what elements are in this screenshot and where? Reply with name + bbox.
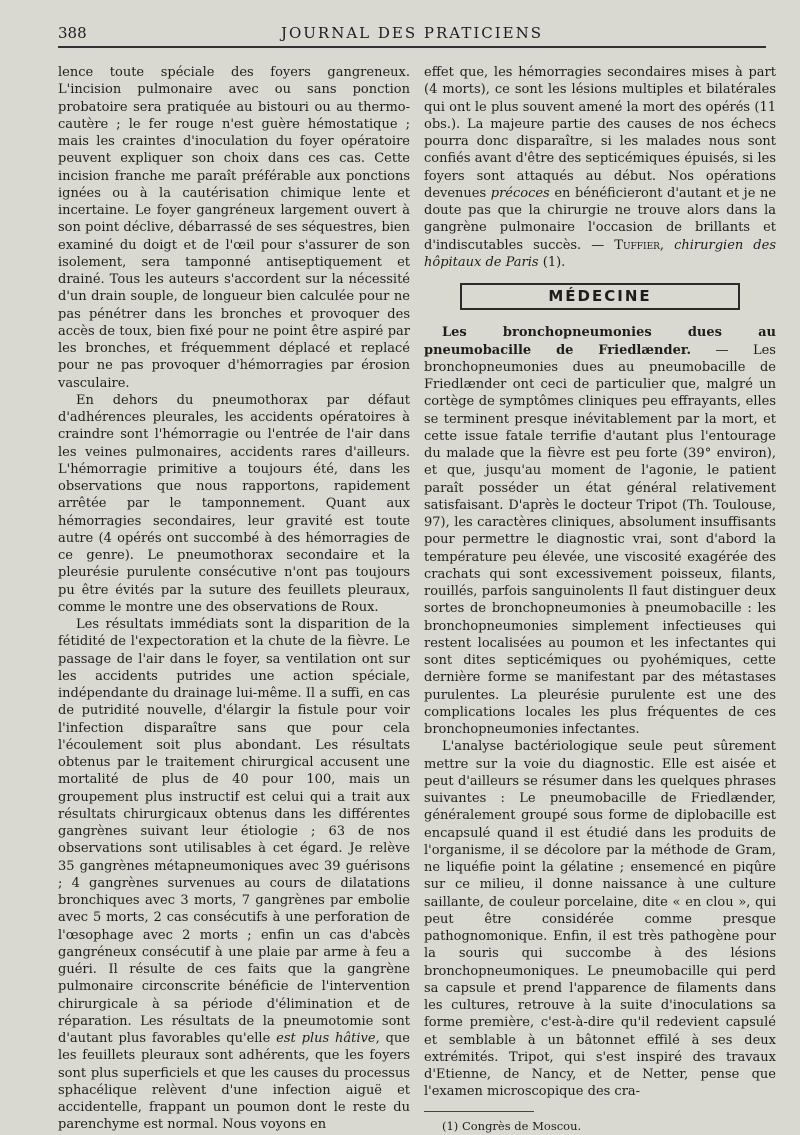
paragraph: En dehors du pneumothorax par défaut d'adhérences pleurales, les accidents opératoires à craindre sont l'hémorragie ou l'entrée de l'air dans les veines pulmonaires, accidents rares d'ailleurs. L'hémorragie primitive a toujours été, dans les observations que nous rapportons, rapidement arrêtée par le tamponnement. Quant aux hémorragies secondaires, leur gravité est toute autre (4 opérés ont succombé à des hémorragies de ce genre). Le pneumothorax secondaire et la pleurésie purulente consécutive n'ont pas toujours pu être évités par la suture des feuillets pleuraux, comme le montre une des observations de Roux.	[58, 392, 410, 615]
footnote-divider	[424, 1111, 534, 1112]
page-number: 388	[58, 24, 87, 42]
paragraph	[424, 64, 776, 271]
author-affiliation: chirurgien des hôpitaux de Paris	[424, 237, 776, 270]
section-heading: MÉDECINE	[460, 283, 740, 310]
paragraph-text: effet que, les hémorragies secondaires mises à part (4 morts), ce sont les lésions multiples et bilatérales qui ont le plus souvent amené la mort des opérés (11 obs.). La majeure partie des causes de nos échecs pourra donc disparaître, si les malades nous sont confiés avant d'être des septicémiques épuisés, si les foyers sont attaqués au début. Nos opérations devenues	[424, 65, 776, 201]
paragraph	[58, 616, 410, 1134]
author-name: Tuffier,	[614, 237, 665, 253]
article-title: Les bronchopneumonies dues au pneumobacille de Friedlænder.	[424, 325, 776, 358]
footnote: (1) Congrès de Moscou.	[442, 1118, 582, 1133]
emphasis: est plus hâtive	[276, 1031, 376, 1046]
paragraph-text: Les résultats immédiats sont la disparition de la fétidité de l'expectoration et la chute de la fièvre. Le passage de l'air dans le foyer, sa ventilation ont sur les accidents putrides une action spéciale, indépendante du drainage lui-même. Il a suffi, en cas de putridité nouvelle, d'élargir la fistule pour voir l'infection disparaître sans que pour cela l'écoulement soit plus abondant. Les résultats obtenus par le traitement chirurgical accusent une mortalité de plus de 40 pour 100, mais un groupement plus instructif est celui qui a trait aux résultats chirurgicaux obtenus dans les différentes gangrènes suivant leur étiologie ; 63 de nos observations sont utilisables à cet égard. Je relève 35 gangrènes métapneumoniques avec 39 guérisons ; 4 gangrènes survenues au cours de dilatations bronchiques avec 3 morts, 7 gangrènes par embolie avec 5 morts, 2 cas consécutifs à une perforation de l'œsophage avec 2 morts ; enfin un cas d'abcès gangréneux consécutif à une plaie par arme à feu a guéri. Il résulte de ces faits que la gangrène pulmonaire circonscrite bénéficie de l'intervention chirurgicale à sa période d'élimination et de réparation. Les résultats de la pneumotomie sont d'autant plus favorables qu'elle	[58, 617, 410, 1046]
left-column	[58, 64, 410, 1134]
footnote-ref: (1).	[542, 254, 566, 270]
paragraph-text: en bénéficieront d'autant et je ne doute pas que la chirurgie ne trouve alors dans la gangrène pulmonaire l'occasion de brillants et d'indiscutables succès. —	[424, 185, 777, 253]
paragraph-text: , que les feuillets pleuraux sont adhérents, que les foyers sont plus superficiels et que les causes du processus sphacélique relèvent d'une infection aiguë et accidentelle, frappant un poumon dont le reste du parenchyme est normal. Nous voyons en	[58, 1031, 410, 1133]
emphasis: précoces	[490, 185, 550, 201]
journal-title: JOURNAL DES PRATICIENS	[280, 24, 544, 42]
paragraph: L'analyse bactériologique seule peut sûrement mettre sur la voie du diagnostic. Elle est aisée et peut d'ailleurs se résumer dans les quelques phrases suivantes : Le pneumobacille de Friedlænder, généralement groupé sous forme de diplobacille est encapsulé quand il est étudié dans les produits de l'organisme, il se décolore par la méthode de Gram, ne liquéfie point la gélatine ; ensemencé en piqûre sur ce milieu, il donne naissance à une culture saillante, de couleur porcelaine, dite « en clou », qui peut être considérée comme presque pathognomonique. Enfin, il est très pathogène pour la souris qui succombe à des lésions bronchopneumoniques. Le pneumobacille qui perd sa capsule et prend l'apparence de filaments dans les cultures, retrouve à la suite d'inoculations sa forme première, c'est-à-dire qu'il redevient capsulé et semblable à un bâtonnet effilé à ses deux extrémités. Tripot, qui s'est inspiré des travaux d'Etienne, de Nancy, et de Netter, pense que l'examen microscopique des cra-	[424, 739, 776, 1100]
paragraph: lence toute spéciale des foyers gangreneux. L'incision pulmonaire avec ou sans ponction probatoire sera pratiquée au bistouri ou au thermo-cautère ; le fer rouge n'est guère hémostatique ; mais les craintes d'inoculation du foyer opératoire peuvent expliquer son choix dans ces cas. Cette incision franche me paraît préférable aux ponctions ignées ou à la cautérisation chimique lente et incertaine. Le foyer gangréneux largement ouvert à son point déclive, débarrassé de ses séquestres, bien examiné du doigt et de l'œil pour s'assurer de son isolement, sera tamponné antiseptiquement et drainé. Tous les auteurs s'accordent sur la nécessité d'un drain souple, de longueur bien calculée pour ne pas pénétrer dans les bronches et provoquer des accès de toux, bien fixé pour ne point être aspiré par les bronches, et fréquemment déplacé et replacé pour ne pas provoquer d'hémorragies par érosion vasculaire.	[58, 65, 410, 391]
paragraph	[424, 324, 776, 738]
paragraph-text: — Les bronchopneumonies dues au pneumobacille de Friedlænder ont ceci de particulier que, malgré un cortège de symptômes cliniques peu effrayants, elles se terminent presque inévitablement par la mort, et cette issue fatale terrifie d'autant plus l'entourage du malade que la fièvre est peu forte (39° environ), et que, jusqu'au moment de l'agonie, le patient paraît posséder un état général relativement satisfaisant. D'après le docteur Tripot (Th. Toulouse, 97), les caractères cliniques, absolument insuffisants pour permettre le diagnostic vrai, sont d'abord la température peu élevée, une viscosité exagérée des crachats qui sont excessivement poisseux, filants, rouillés, parfois sanguinolents Il faut distinguer deux sortes de bronchopneumonies à pneumobacille : les bronchopneumonies simplement infectieuses qui restent localisées au poumon et les infectantes qui sont dites septicémiques ou pyohémiques, cette dernière forme se manifestant par des métastases purulentes. La pleurésie purulente est une des complications locales les plus fréquentes de ces bronchopneumonies infectantes.	[424, 342, 776, 737]
page-header	[58, 22, 766, 48]
right-column	[424, 64, 776, 1135]
